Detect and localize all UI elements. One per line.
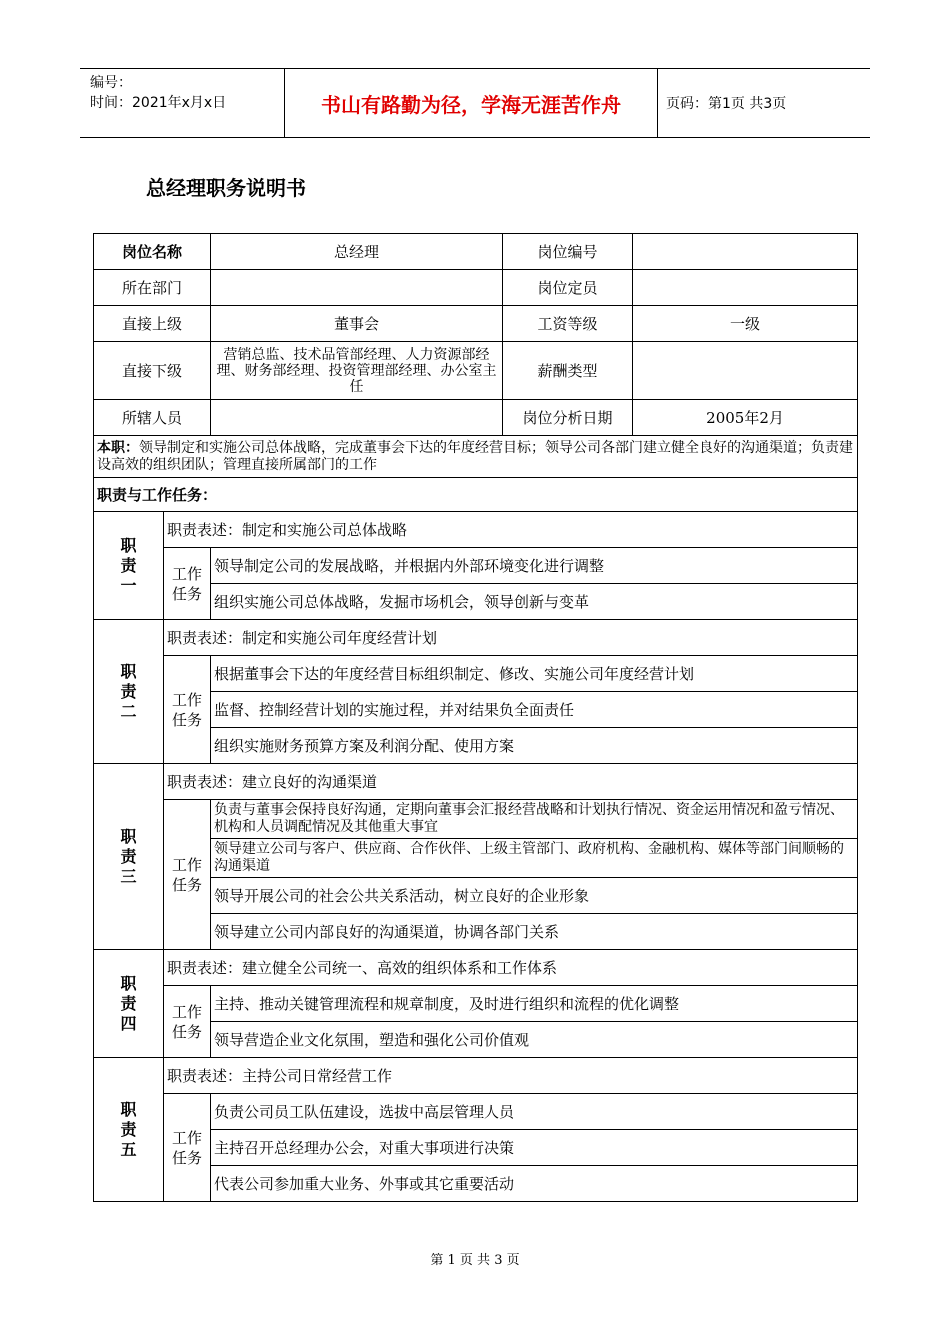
salary-grade-value: 一级 [633, 306, 858, 342]
duty-3-statement-row [94, 764, 858, 800]
duty-4-name: 职 责 四 [94, 950, 164, 1058]
duty-2-task-row [94, 656, 858, 692]
headcount-label: 岗位定员 [503, 270, 633, 306]
duty-3-task-row [94, 800, 858, 839]
duty-1-task-label: 工作 任务 [164, 548, 211, 620]
duty-2-task-2: 监督、控制经营计划的实施过程，并对结果负全面责任 [211, 692, 858, 728]
duty-5-task-1: 负责公司员工队伍建设，选拔中高层管理人员 [211, 1094, 858, 1130]
duty-3-task-3: 领导开展公司的社会公共关系活动，树立良好的企业形象 [211, 878, 858, 914]
duty-2-statement: 职责表述：制定和实施公司年度经营计划 [164, 620, 858, 656]
duty-1-task-row [94, 548, 858, 584]
duty-2-task-3: 组织实施财务预算方案及利润分配、使用方案 [211, 728, 858, 764]
duty-3-task-label: 工作 任务 [164, 800, 211, 950]
duty-4-task-row [94, 986, 858, 1022]
duty-4-task-2: 领导营造企业文化氛围，塑造和强化公司价值观 [211, 1022, 858, 1058]
summary-cell [94, 436, 858, 478]
pay-type-value [633, 342, 858, 400]
duty-2-name: 职 责 二 [94, 620, 164, 764]
summary-text: 领导制定和实施公司总体战略，完成董事会下达的年度经营目标；领导公司各部门建立健全良好的沟通渠道；负责建设高效的组织团队；管理直接所属部门的工作 [97, 439, 853, 473]
duty-5-task-3: 代表公司参加重大业务、外事或其它重要活动 [211, 1166, 858, 1202]
staff-label: 所辖人员 [94, 400, 211, 436]
duty-1-task-2: 组织实施公司总体战略，发掘市场机会，领导创新与变革 [211, 584, 858, 620]
duty-1-task-1: 领导制定公司的发展战略，并根据内外部环境变化进行调整 [211, 548, 858, 584]
position-name-label: 岗位名称 [94, 234, 211, 270]
duty-4-task-1: 主持、推动关键管理流程和规章制度，及时进行组织和流程的优化调整 [211, 986, 858, 1022]
duty-4-task-label: 工作 任务 [164, 986, 211, 1058]
row-staff [94, 400, 858, 436]
duty-3-task-4: 领导建立公司内部良好的沟通渠道，协调各部门关系 [211, 914, 858, 950]
summary-label: 本职： [97, 439, 139, 456]
page-header [80, 68, 870, 138]
position-code-label: 岗位编号 [503, 234, 633, 270]
page-footer: 第 1 页 共 3 页 [430, 1253, 520, 1268]
duty-5-task-2: 主持召开总经理办公会，对重大事项进行决策 [211, 1130, 858, 1166]
duty-3-statement: 职责表述：建立良好的沟通渠道 [164, 764, 858, 800]
duty-1-statement: 职责表述：制定和实施公司总体战略 [164, 512, 858, 548]
row-summary [94, 436, 858, 478]
staff-value [211, 400, 503, 436]
document-title: 总经理职务说明书 [146, 176, 306, 200]
document-number-label: 编号： [90, 75, 132, 91]
duty-5-task-row [94, 1094, 858, 1130]
position-name-value: 总经理 [211, 234, 503, 270]
pay-type-label: 薪酬类型 [503, 342, 633, 400]
analysis-date-value: 2005年2月 [633, 400, 858, 436]
row-department [94, 270, 858, 306]
duty-3-name: 职 责 三 [94, 764, 164, 950]
duty-2-task-1: 根据董事会下达的年度经营目标组织制定、修改、实施公司年度经营计划 [211, 656, 858, 692]
duty-1-name: 职 责 一 [94, 512, 164, 620]
duty-5-task-label: 工作 任务 [164, 1094, 211, 1202]
position-code-value [633, 234, 858, 270]
row-superior [94, 306, 858, 342]
superior-label: 直接上级 [94, 306, 211, 342]
duty-5-statement-row [94, 1058, 858, 1094]
duty-3-task-2: 领导建立公司与客户、供应商、合作伙伴、上级主管部门、政府机构、金融机构、媒体等部门间顺畅的沟通渠道 [211, 839, 858, 878]
row-position-name [94, 234, 858, 270]
superior-value: 董事会 [211, 306, 503, 342]
row-duties-heading [94, 478, 858, 512]
duty-4-statement: 职责表述：建立健全公司统一、高效的组织体系和工作体系 [164, 950, 858, 986]
subordinate-value: 营销总监、技术品管部经理、人力资源部经理、财务部经理、投资管理部经理、办公室主任 [211, 342, 503, 400]
duty-4-statement-row [94, 950, 858, 986]
department-label: 所在部门 [94, 270, 211, 306]
job-description-table [93, 233, 858, 1202]
header-left [90, 73, 226, 113]
duty-1-statement-row [94, 512, 858, 548]
header-page-label: 页码：第1页 共3页 [666, 96, 787, 112]
duty-2-statement-row [94, 620, 858, 656]
duty-2-task-label: 工作 任务 [164, 656, 211, 764]
department-value [211, 270, 503, 306]
duty-5-statement: 职责表述：主持公司日常经营工作 [164, 1058, 858, 1094]
document-time-label: 时间：2021年x月x日 [90, 95, 227, 111]
row-subordinate [94, 342, 858, 400]
subordinate-label: 直接下级 [94, 342, 211, 400]
header-motto: 书山有路勤为径，学海无涯苦作舟 [284, 69, 658, 137]
analysis-date-label: 岗位分析日期 [503, 400, 633, 436]
duty-5-name: 职 责 五 [94, 1058, 164, 1202]
salary-grade-label: 工资等级 [503, 306, 633, 342]
duties-heading: 职责与工作任务： [94, 478, 858, 512]
duty-3-task-1: 负责与董事会保持良好沟通，定期向董事会汇报经营战略和计划执行情况、资金运用情况和盈亏情况、机构和人员调配情况及其他重大事宜 [211, 800, 858, 839]
headcount-value [633, 270, 858, 306]
